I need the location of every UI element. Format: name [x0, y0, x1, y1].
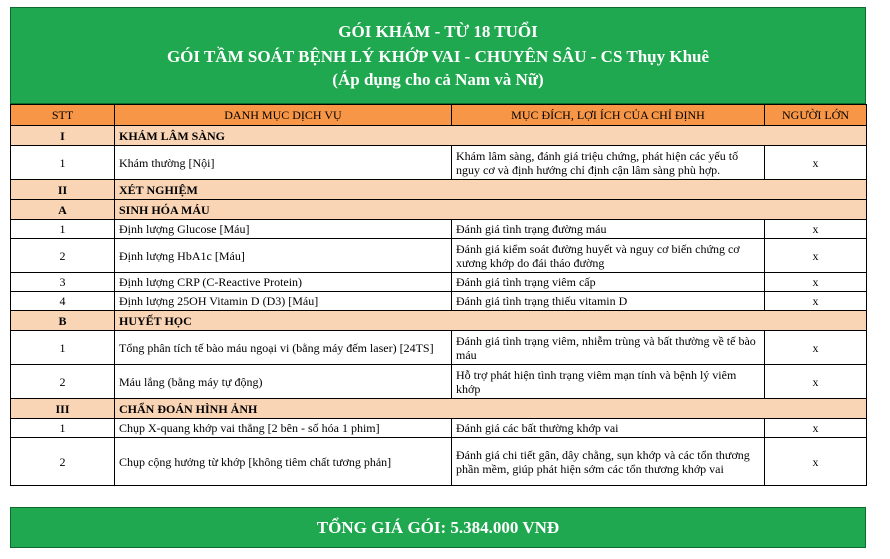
- table-row: [11, 438, 867, 486]
- service-name: Chụp X-quang khớp vai thẳng [2 bên - số hóa 1 phim]: [115, 419, 452, 438]
- package-title: GÓI KHÁM - TỪ 18 TUỔI: [338, 22, 538, 41]
- price-sheet: [10, 7, 866, 548]
- adult-applicable: x: [765, 419, 867, 438]
- col-header-service: DANH MỤC DỊCH VỤ: [115, 105, 452, 126]
- adult-applicable: x: [765, 239, 867, 273]
- col-header-adult: NGƯỜI LỚN: [765, 105, 867, 126]
- section-title: KHÁM LÂM SÀNG: [115, 126, 867, 146]
- table-row: [11, 220, 867, 239]
- table-row: [11, 146, 867, 180]
- service-name: Khám thường [Nội]: [115, 146, 452, 180]
- total-price: TỔNG GIÁ GÓI: 5.384.000 VNĐ: [10, 507, 866, 548]
- service-purpose: Đánh giá kiểm soát đường huyết và nguy cơ biến chứng cơ xương khớp do đái tháo đường: [452, 239, 765, 273]
- section-code: B: [11, 311, 115, 331]
- col-header-purpose: MỤC ĐÍCH, LỢI ÍCH CỦA CHỈ ĐỊNH: [452, 105, 765, 126]
- adult-applicable: x: [765, 146, 867, 180]
- section-code: A: [11, 200, 115, 220]
- table-row: [11, 331, 867, 365]
- row-number: 4: [11, 292, 115, 311]
- package-header: [10, 7, 866, 104]
- adult-applicable: x: [765, 438, 867, 486]
- package-applicability: (Áp dụng cho cả Nam và Nữ): [332, 70, 544, 89]
- row-number: 1: [11, 146, 115, 180]
- row-number: 2: [11, 239, 115, 273]
- row-number: 1: [11, 331, 115, 365]
- col-header-stt: STT: [11, 105, 115, 126]
- table-row: [11, 239, 867, 273]
- section-title: XÉT NGHIỆM: [115, 180, 867, 200]
- adult-applicable: x: [765, 292, 867, 311]
- row-number: 1: [11, 220, 115, 239]
- section-row: [11, 126, 867, 146]
- table-row: [11, 273, 867, 292]
- service-purpose: Đánh giá tình trạng thiếu vitamin D: [452, 292, 765, 311]
- table-row: [11, 419, 867, 438]
- section-code: I: [11, 126, 115, 146]
- adult-applicable: x: [765, 365, 867, 399]
- service-purpose: Đánh giá tình trạng đường máu: [452, 220, 765, 239]
- row-number: 1: [11, 419, 115, 438]
- row-number: 3: [11, 273, 115, 292]
- service-name: Chụp cộng hưởng từ khớp [không tiêm chất tương phản]: [115, 438, 452, 486]
- service-purpose: Đánh giá các bất thường khớp vai: [452, 419, 765, 438]
- table-row: [11, 292, 867, 311]
- service-name: Tổng phân tích tế bào máu ngoại vi (bằng máy đếm laser) [24TS]: [115, 331, 452, 365]
- section-code: III: [11, 399, 115, 419]
- service-purpose: Đánh giá chi tiết gân, dây chằng, sụn khớp và các tổn thương phần mềm, giúp phát hiện sớm các tổn thương khớp vai: [452, 438, 765, 486]
- service-purpose: Khám lâm sàng, đánh giá triệu chứng, phát hiện các yếu tố nguy cơ và định hướng chỉ định cận lâm sàng phù hợp.: [452, 146, 765, 180]
- section-row: [11, 180, 867, 200]
- table-row: [11, 365, 867, 399]
- section-title: SINH HÓA MÁU: [115, 200, 867, 220]
- table-header-row: [11, 105, 867, 126]
- service-table: [10, 104, 867, 486]
- section-code: II: [11, 180, 115, 200]
- section-title: HUYẾT HỌC: [115, 311, 867, 331]
- section-title: CHẨN ĐOÁN HÌNH ẢNH: [115, 399, 867, 419]
- adult-applicable: x: [765, 273, 867, 292]
- service-name: Định lượng Glucose [Máu]: [115, 220, 452, 239]
- service-name: Định lượng CRP (C-Reactive Protein): [115, 273, 452, 292]
- row-number: 2: [11, 365, 115, 399]
- service-purpose: Hỗ trợ phát hiện tình trạng viêm mạn tính và bệnh lý viêm khớp: [452, 365, 765, 399]
- adult-applicable: x: [765, 220, 867, 239]
- section-row: [11, 399, 867, 419]
- package-subtitle: GÓI TẦM SOÁT BỆNH LÝ KHỚP VAI - CHUYÊN SÂU - CS Thụy Khuê: [166, 47, 710, 66]
- row-number: 2: [11, 438, 115, 486]
- service-name: Máu lắng (bằng máy tự động): [115, 365, 452, 399]
- service-purpose: Đánh giá tình trạng viêm, nhiễm trùng và bất thường về tế bào máu: [452, 331, 765, 365]
- service-name: Định lượng 25OH Vitamin D (D3) [Máu]: [115, 292, 452, 311]
- table-body: [11, 126, 867, 486]
- service-purpose: Đánh giá tình trạng viêm cấp: [452, 273, 765, 292]
- service-name: Định lượng HbA1c [Máu]: [115, 239, 452, 273]
- section-row: [11, 200, 867, 220]
- adult-applicable: x: [765, 331, 867, 365]
- section-row: [11, 311, 867, 331]
